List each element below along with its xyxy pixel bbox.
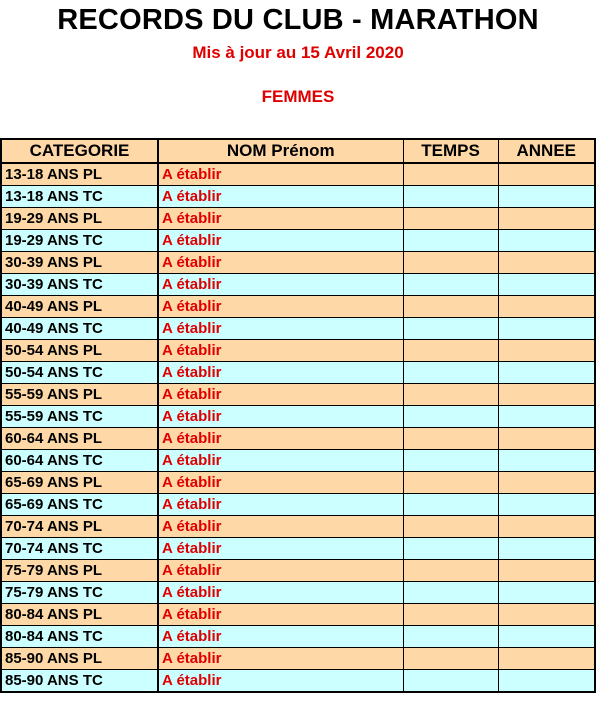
cell-temps — [403, 230, 498, 252]
cell-nom: A établir — [158, 560, 403, 582]
cell-categorie: 50-54 ANS PL — [1, 340, 158, 362]
table-row — [1, 670, 595, 693]
cell-categorie: 80-84 ANS TC — [1, 626, 158, 648]
cell-nom: A établir — [158, 582, 403, 604]
table-row — [1, 450, 595, 472]
cell-annee — [498, 296, 595, 318]
cell-annee — [498, 604, 595, 626]
cell-categorie: 13-18 ANS TC — [1, 186, 158, 208]
update-date: Mis à jour au 15 Avril 2020 — [192, 43, 404, 62]
cell-temps — [403, 384, 498, 406]
cell-annee — [498, 230, 595, 252]
cell-annee — [498, 208, 595, 230]
table-row — [1, 230, 595, 252]
cell-categorie: 65-69 ANS TC — [1, 494, 158, 516]
cell-categorie: 75-79 ANS TC — [1, 582, 158, 604]
cell-annee — [498, 670, 595, 693]
records-table — [0, 138, 596, 693]
cell-nom: A établir — [158, 538, 403, 560]
cell-categorie: 70-74 ANS TC — [1, 538, 158, 560]
column-header-categorie: CATEGORIE — [1, 139, 158, 163]
cell-temps — [403, 626, 498, 648]
table-row — [1, 296, 595, 318]
cell-categorie: 40-49 ANS PL — [1, 296, 158, 318]
cell-annee — [498, 626, 595, 648]
cell-temps — [403, 406, 498, 428]
cell-nom: A établir — [158, 296, 403, 318]
cell-annee — [498, 252, 595, 274]
cell-nom: A établir — [158, 604, 403, 626]
column-header-nom: NOM Prénom — [158, 139, 403, 163]
cell-annee — [498, 186, 595, 208]
table-row — [1, 340, 595, 362]
cell-temps — [403, 450, 498, 472]
cell-categorie: 19-29 ANS TC — [1, 230, 158, 252]
section-heading: FEMMES — [261, 87, 335, 106]
cell-nom: A établir — [158, 626, 403, 648]
cell-nom: A établir — [158, 230, 403, 252]
cell-annee — [498, 648, 595, 670]
cell-annee — [498, 274, 595, 296]
cell-categorie: 40-49 ANS TC — [1, 318, 158, 340]
cell-temps — [403, 538, 498, 560]
cell-nom: A établir — [158, 340, 403, 362]
cell-categorie: 50-54 ANS TC — [1, 362, 158, 384]
table-row — [1, 186, 595, 208]
table-row — [1, 163, 595, 186]
cell-nom: A établir — [158, 428, 403, 450]
cell-annee — [498, 494, 595, 516]
table-header-row — [1, 139, 595, 163]
cell-temps — [403, 318, 498, 340]
table-row — [1, 648, 595, 670]
table-row — [1, 494, 595, 516]
cell-categorie: 80-84 ANS PL — [1, 604, 158, 626]
cell-temps — [403, 560, 498, 582]
cell-temps — [403, 362, 498, 384]
cell-nom: A établir — [158, 252, 403, 274]
cell-categorie: 55-59 ANS PL — [1, 384, 158, 406]
cell-nom: A établir — [158, 274, 403, 296]
cell-nom: A établir — [158, 362, 403, 384]
cell-nom: A établir — [158, 670, 403, 693]
table-row — [1, 538, 595, 560]
cell-temps — [403, 296, 498, 318]
cell-nom: A établir — [158, 163, 403, 186]
cell-temps — [403, 428, 498, 450]
cell-nom: A établir — [158, 494, 403, 516]
cell-categorie: 85-90 ANS TC — [1, 670, 158, 693]
table-row — [1, 604, 595, 626]
cell-annee — [498, 450, 595, 472]
cell-annee — [498, 582, 595, 604]
cell-categorie: 13-18 ANS PL — [1, 163, 158, 186]
cell-temps — [403, 648, 498, 670]
cell-temps — [403, 274, 498, 296]
cell-annee — [498, 163, 595, 186]
table-row — [1, 318, 595, 340]
cell-temps — [403, 670, 498, 693]
cell-categorie: 60-64 ANS TC — [1, 450, 158, 472]
cell-annee — [498, 428, 595, 450]
cell-nom: A établir — [158, 208, 403, 230]
cell-nom: A établir — [158, 384, 403, 406]
cell-temps — [403, 163, 498, 186]
cell-nom: A établir — [158, 450, 403, 472]
cell-categorie: 65-69 ANS PL — [1, 472, 158, 494]
cell-annee — [498, 516, 595, 538]
table-row — [1, 362, 595, 384]
cell-categorie: 70-74 ANS PL — [1, 516, 158, 538]
table-row — [1, 384, 595, 406]
cell-categorie: 85-90 ANS PL — [1, 648, 158, 670]
cell-temps — [403, 472, 498, 494]
cell-nom: A établir — [158, 318, 403, 340]
cell-nom: A établir — [158, 472, 403, 494]
table-row — [1, 274, 595, 296]
cell-temps — [403, 208, 498, 230]
cell-temps — [403, 516, 498, 538]
page-title: RECORDS DU CLUB - MARATHON — [57, 4, 539, 36]
column-header-annee: ANNEE — [498, 139, 595, 163]
table-body — [1, 163, 595, 692]
table-row — [1, 406, 595, 428]
cell-nom: A établir — [158, 186, 403, 208]
cell-temps — [403, 340, 498, 362]
cell-categorie: 19-29 ANS PL — [1, 208, 158, 230]
cell-nom: A établir — [158, 406, 403, 428]
table-row — [1, 560, 595, 582]
table-row — [1, 428, 595, 450]
cell-temps — [403, 582, 498, 604]
cell-annee — [498, 560, 595, 582]
cell-annee — [498, 406, 595, 428]
cell-temps — [403, 186, 498, 208]
cell-nom: A établir — [158, 648, 403, 670]
cell-annee — [498, 318, 595, 340]
table-row — [1, 208, 595, 230]
cell-nom: A établir — [158, 516, 403, 538]
cell-categorie: 60-64 ANS PL — [1, 428, 158, 450]
table-row — [1, 626, 595, 648]
cell-categorie: 30-39 ANS TC — [1, 274, 158, 296]
cell-annee — [498, 340, 595, 362]
cell-annee — [498, 538, 595, 560]
cell-categorie: 75-79 ANS PL — [1, 560, 158, 582]
table-row — [1, 472, 595, 494]
cell-temps — [403, 252, 498, 274]
table-row — [1, 516, 595, 538]
cell-annee — [498, 362, 595, 384]
cell-temps — [403, 604, 498, 626]
cell-annee — [498, 472, 595, 494]
cell-annee — [498, 384, 595, 406]
cell-temps — [403, 494, 498, 516]
table-row — [1, 252, 595, 274]
cell-categorie: 55-59 ANS TC — [1, 406, 158, 428]
column-header-temps: TEMPS — [403, 139, 498, 163]
cell-categorie: 30-39 ANS PL — [1, 252, 158, 274]
table-row — [1, 582, 595, 604]
